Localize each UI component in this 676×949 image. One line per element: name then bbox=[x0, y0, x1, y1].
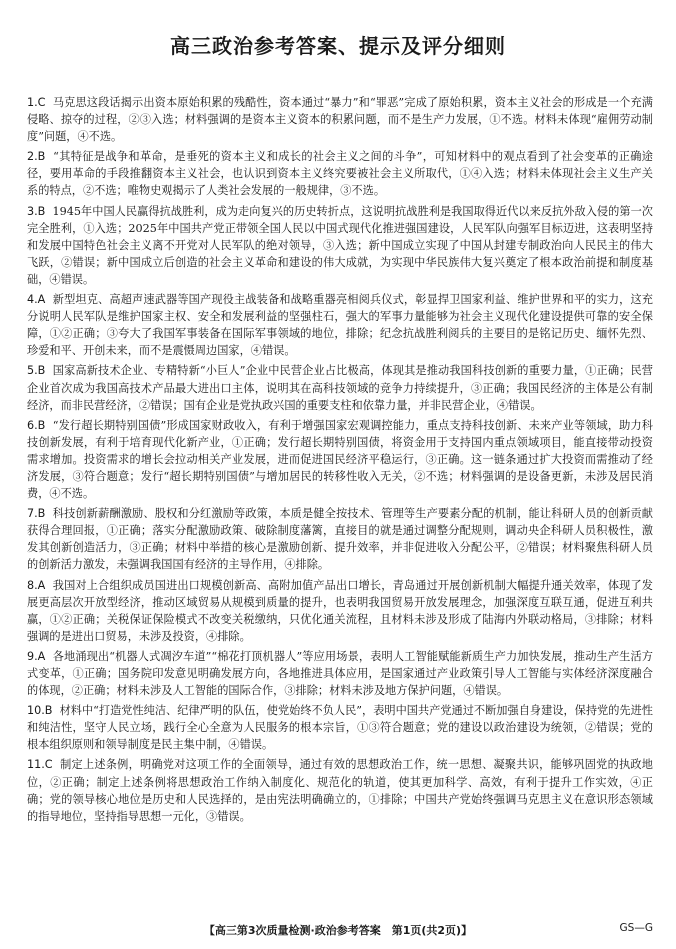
answer-item bbox=[27, 362, 653, 413]
answer-number: 1.C bbox=[27, 96, 46, 109]
answer-item bbox=[27, 148, 653, 199]
answer-number: 7.B bbox=[27, 507, 46, 521]
page-title: 高三政治参考答案、提示及评分细则 bbox=[170, 34, 506, 58]
answer-item bbox=[27, 417, 653, 502]
answer-item bbox=[27, 505, 653, 573]
answer-text: 我国对上合组织成员国进出口规模创新高、高附加值产品出口增长，青岛通过开展创新机制大幅提升通关效率，体现了发展更高层次开放型经济，推动区域贸易从规模到质量的提升，也表明我国贸易开放发展理念，加强深度互联互通，促进互利共赢，①②正确；关税保证保险模式不改变关税缴纳，只优化通关流程，且材料未涉及形成了陆海内外联动格局，③排除；材料强调的是进出口贸易，未涉及投资，④排除。 bbox=[27, 578, 653, 643]
answer-number: 5.B bbox=[27, 364, 46, 378]
answer-item bbox=[27, 648, 653, 699]
answer-list bbox=[27, 94, 653, 828]
answer-number: 8.A bbox=[27, 578, 46, 592]
answer-number: 3.B bbox=[27, 204, 46, 218]
answer-item bbox=[27, 94, 653, 145]
answer-number: 2.B bbox=[27, 150, 46, 164]
answer-text: 马克思这段话揭示出资本原始积累的残酷性，资本通过“暴力”和“罪恶”完成了原始积累，资本主义社会的形成是一个充满侵略、掠夺的过程，②③入选；材料强调的是资本主义资本的积累问题，而不是生产力发展，①不选。材料未体现“雇佣劳动制度”问题，④不选。 bbox=[27, 96, 653, 144]
answer-text: 各地涌现出“机器人式凋汐车道”“棉花打顶机器人”等应用场景，表明人工智能赋能新质生产力加快发展，推动生产生活方式变革，①正确；国务院印发意见明确发展方向，各地推进具体应用，是国家通过产业政策引导人工智能与实体经济深度融合的体现，②正确；材料未涉及人工智能的国际合作，③排除；材料未涉及地方保护问题，④错误。 bbox=[27, 649, 653, 698]
answer-text: 1945年中国人民赢得抗战胜利，成为走向复兴的历史转折点，这说明抗战胜利是我国取得近代以来反抗外敌入侵的第一次完全胜利，①入选；2025年中国共产党正带领全国人民以中国式现代化推进强国建设，人民军队向强军目标迈进，这表明坚持和发展中国特色社会主义离不开党对人民军队的绝对领导，③入选；新中国成立实现了中国从封建专制政治向人民民主的伟大飞跃，②错误；新中国成立后创造的社会主义革命和建设的伟大成就，为实现中华民族伟大复兴奠定了根本政治前提和制度基础，④错误。 bbox=[27, 204, 653, 286]
page-footer bbox=[0, 922, 676, 938]
answer-item bbox=[27, 291, 653, 359]
answer-item bbox=[27, 203, 653, 288]
answer-item bbox=[27, 702, 653, 753]
answer-text: 科技创新薪酬激励、股权和分红激励等政策，本质是健全按技术、管理等生产要素分配的机制，能让科研人员的创新贡献获得合理回报，①正确；落实分配激励政策、破除制度藩篱，直接目的就是通过调整分配规则，调动央企科研人员积极性，激发其创新创造活力，③正确；材料中举措的核心是激励创新、提升效率，并非促进收入分配公平，②错误；材料聚焦科研人员的创新活力激发，未强调我国国有经济的主导作用，④排除。 bbox=[27, 507, 653, 572]
answer-text: 新型坦克、高超声速武器等国产现役主战装备和战略重器亮相阅兵仪式，彰显捍卫国家利益、维护世界和平的实力，这充分说明人民军队是维护国家主权、安全和发展利益的坚强柱石，强大的军事力量能够为社会主义现代化建设提供可靠的安全保障，①②正确；③夸大了我国军事装备在国际军事领域的地位，排除；纪念抗战胜利阅兵的主要目的是铭记历史、缅怀先烈、珍爱和平、开创未来，而不是震慑周边国家，④错误。 bbox=[27, 293, 653, 358]
answer-text: 制定上述条例，明确党对这项工作的全面领导，通过有效的思想政治工作，统一思想、凝聚共识，能够巩固党的执政地位，②正确；制定上述条例将思想政治工作纳入制度化、规范化的轨道，使其更加科学、高效，有利于提升工作实效，④正确；党的领导核心地位是历史和人民选择的，是由宪法明确确立的，①排除；中国共产党始终强调马克思主义在意识形态领域的指导地位，坚持指导思想一元化，③错误。 bbox=[27, 758, 653, 823]
answer-text: “发行超长期特别国债”形成国家财政收入，有利于增强国家宏观调控能力，重点支持科技创新、未来产业等领域，助力科技创新发展，有利于培育现代化新产业，①正确；发行超长期特别国债，将资金用于支持国内重点领域项目，能直接带动投资需求增加。投资需求的增长会拉动相关产业发展，进而促进国民经济平稳运行，③正确。这一链条通过扩大投资而需推动了经济发展，③符合题意；发行“超长期特别国债”与增加居民的转移性收入无关，②不选；材料强调的是设备更新，未涉及居民消费，④不选。 bbox=[27, 418, 653, 501]
answer-number: 10.B bbox=[27, 704, 53, 718]
answer-text: “其特征是战争和革命，是垂死的资本主义和成长的社会主义之间的斗争”，可知材料中的观点看到了社会变革的正确途径，要用革命的手段推翻资本主义社会，也认识到资本主义终究要被社会主义所取代，①④入选；材料未体现社会主义生产关系的特点，②不选；唯物史观揭示了人类社会发展的一般规律，③不选。 bbox=[27, 150, 653, 198]
answer-number: 6.B bbox=[27, 418, 46, 432]
answer-item bbox=[27, 756, 653, 824]
answer-item bbox=[27, 577, 653, 645]
footer-code: GS—G bbox=[619, 922, 653, 934]
footer-exam-info: 【高三第3次质量检测·政治参考答案 第1页(共2页)】 bbox=[203, 924, 473, 937]
answer-text: 国家高新技术企业、专精特新“小巨人”企业中民营企业占比极高，体现其是推动我国科技创新的重要力量，①正确；民营企业首次成为我国高技术产品最大进出口主体，说明其在高科技领域的竞争力持续提升，③正确；我国民经济的主体是公有制经济，而非民营经济，②错误；国有企业是党执政兴国的重要支柱和依靠力量，并非民营企业，④错误。 bbox=[27, 364, 653, 412]
answer-text: 材料中“打造党性纯洁、纪律严明的队伍，使党始终不负人民”，表明中国共产党通过不断加强自身建设，保持党的先进性和纯洁性，坚守人民立场，践行全心全意为人民服务的根本宗旨，①③符合题意；党的建设以政治建设为统领，②错误；党的根本组织原则和领导制度是民主集中制，④错误。 bbox=[27, 704, 653, 752]
answer-number: 4.A bbox=[27, 293, 46, 307]
answer-number: 9.A bbox=[27, 649, 46, 663]
answer-number: 11.C bbox=[27, 758, 53, 772]
